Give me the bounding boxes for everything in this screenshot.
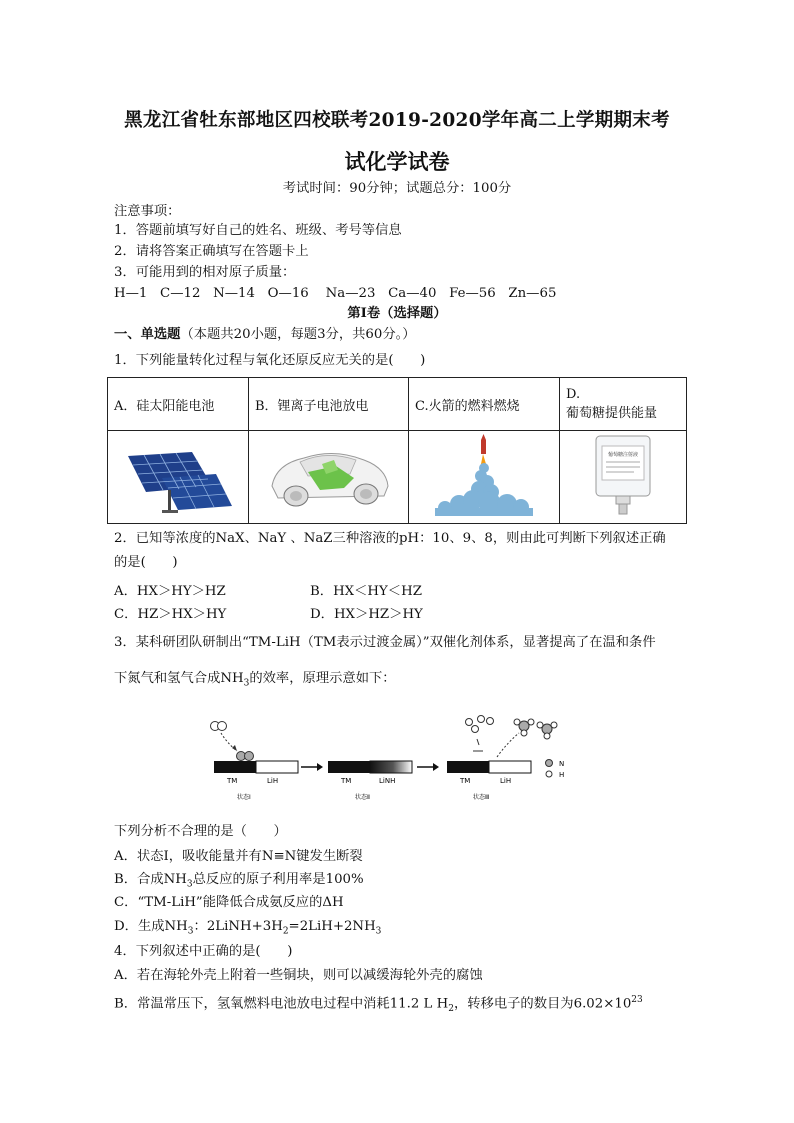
- notice-item: 1．答题前填写好自己的姓名、班级、考号等信息: [114, 223, 402, 238]
- state1-lih-label: LiH: [267, 777, 279, 785]
- option-c-label: C.火箭的燃料燃烧: [409, 378, 560, 431]
- solar-panel-image: [108, 431, 249, 524]
- question-1-table: [107, 377, 687, 524]
- question-2-stem-line2: 的是( ): [114, 555, 178, 570]
- q2-option-a: A．HX＞HY＞HZ: [114, 584, 226, 599]
- part-title: 第Ⅰ卷（选择题）: [347, 306, 447, 321]
- rocket-launch-image: [409, 431, 560, 524]
- electric-car-image: [249, 431, 409, 524]
- state2-tm-label: TM: [341, 777, 352, 785]
- option-a-label: A．硅太阳能电池: [108, 378, 249, 431]
- option-d-label: [560, 378, 687, 431]
- legend-n: N: [559, 760, 565, 768]
- option-d-letter: D.: [566, 387, 581, 402]
- notice-heading: 注意事项：: [114, 204, 181, 219]
- legend-h: H: [559, 771, 565, 779]
- q4-option-b: [114, 991, 643, 1018]
- state3-label: 状态Ⅲ: [473, 794, 490, 801]
- q3-option-b: [114, 871, 364, 894]
- section-heading: [114, 326, 416, 344]
- q3-option-c: C．“TM-LiH”能降低合成氨反应的ΔH: [114, 895, 344, 910]
- question-2-stem-line1: 2．已知等浓度的NaX、NaY 、NaZ三种溶液的pH：10、9、8，则由此可判断下列叙述正确: [114, 531, 666, 546]
- q3-option-d: [114, 918, 381, 941]
- q3-option-b-text: B．合成NH: [114, 872, 187, 887]
- exam-title: 黑龙江省牡东部地区四校联考2019-2020学年高二上学期期末考: [124, 110, 670, 131]
- q4-option-b-subscript: 2: [448, 1004, 454, 1015]
- glucose-bag-image: [560, 431, 687, 524]
- section-note: （本题共20小题，每题3分，共60分。）: [180, 327, 416, 342]
- q3-option-b-text-end: 总反应的原子利用率是100%: [192, 872, 364, 887]
- q3-option-d-text: D．生成NH: [114, 919, 188, 934]
- exam-info: 考试时间：90分钟；试题总分：100分: [282, 181, 512, 196]
- section-label: 一、单选题: [114, 327, 181, 342]
- q3-option-d-equation-end: =2LiH+2NH: [288, 919, 376, 934]
- q3-option-d-sub: 3: [187, 926, 194, 937]
- state3-lih-label: LiH: [500, 777, 512, 785]
- q3-stem-text: 下氮气和氢气合成NH: [114, 671, 244, 686]
- q3-stem-subscript: 3: [243, 678, 250, 689]
- q3-option-b-subscript: 3: [186, 879, 193, 890]
- state2-linh-label: LiNH: [379, 777, 396, 785]
- q2-option-c: C．HZ＞HX＞HY: [114, 607, 227, 622]
- notice-item: 3．可能用到的相对原子质量：: [114, 265, 296, 280]
- question-3-prompt: 下列分析不合理的是（ ）: [114, 824, 287, 839]
- state1-tm-label: TM: [227, 777, 238, 785]
- q2-option-d: D．HX＞HZ＞HY: [310, 607, 423, 622]
- q3-option-a: A．状态Ⅰ，吸收能量并有N≡N键发生断裂: [114, 849, 363, 864]
- q4-option-b-text-end: ，转移电子的数目为6.02×10: [453, 996, 632, 1012]
- q3-option-d-sub: 2: [282, 926, 289, 937]
- q4-option-b-text: B．常温常压下，氢氧燃料电池放电过程中消耗11.2 L H: [114, 996, 449, 1012]
- q3-stem-text-end: 的效率，原理示意如下：: [249, 671, 396, 686]
- option-b-label: B．锂离子电池放电: [249, 378, 409, 431]
- state1-label: 状态Ⅰ: [237, 794, 251, 801]
- catalyst-mechanism-diagram: [207, 713, 579, 808]
- question-1-stem: 1．下列能量转化过程与氧化还原反应无关的是( ): [114, 353, 426, 368]
- question-4-stem: 4．下列叙述中正确的是( ): [114, 944, 293, 959]
- q3-option-d-equation: ：2LiNH+3H: [193, 919, 283, 934]
- notice-item: 2．请将答案正确填写在答题卡上: [114, 244, 309, 259]
- question-3-stem-line2: [114, 670, 396, 693]
- exam-subtitle: 试化学试卷: [344, 149, 450, 174]
- q4-option-b-exponent: 23: [631, 995, 643, 1005]
- atomic-masses: H—1 C—12 N—14 O—16 Na—23 Ca—40 Fe—56 Zn—65: [114, 286, 557, 301]
- question-3-stem-line1: 3．某科研团队研制出“TM-LiH（TM表示过渡金属）”双催化剂体系，显著提高了在温和条件: [114, 635, 656, 650]
- state3-tm-label: TM: [460, 777, 471, 785]
- q2-option-b: B．HX＜HY＜HZ: [310, 584, 422, 599]
- iv-bag-label: 葡萄糖注射液: [607, 452, 639, 458]
- q4-option-a: A．若在海轮外壳上附着一些铜块，则可以减缓海轮外壳的腐蚀: [114, 968, 483, 983]
- option-d-text: 葡萄糖提供能量: [566, 406, 658, 421]
- state2-label: 状态Ⅱ: [355, 794, 370, 801]
- q3-option-d-sub: 3: [375, 926, 382, 937]
